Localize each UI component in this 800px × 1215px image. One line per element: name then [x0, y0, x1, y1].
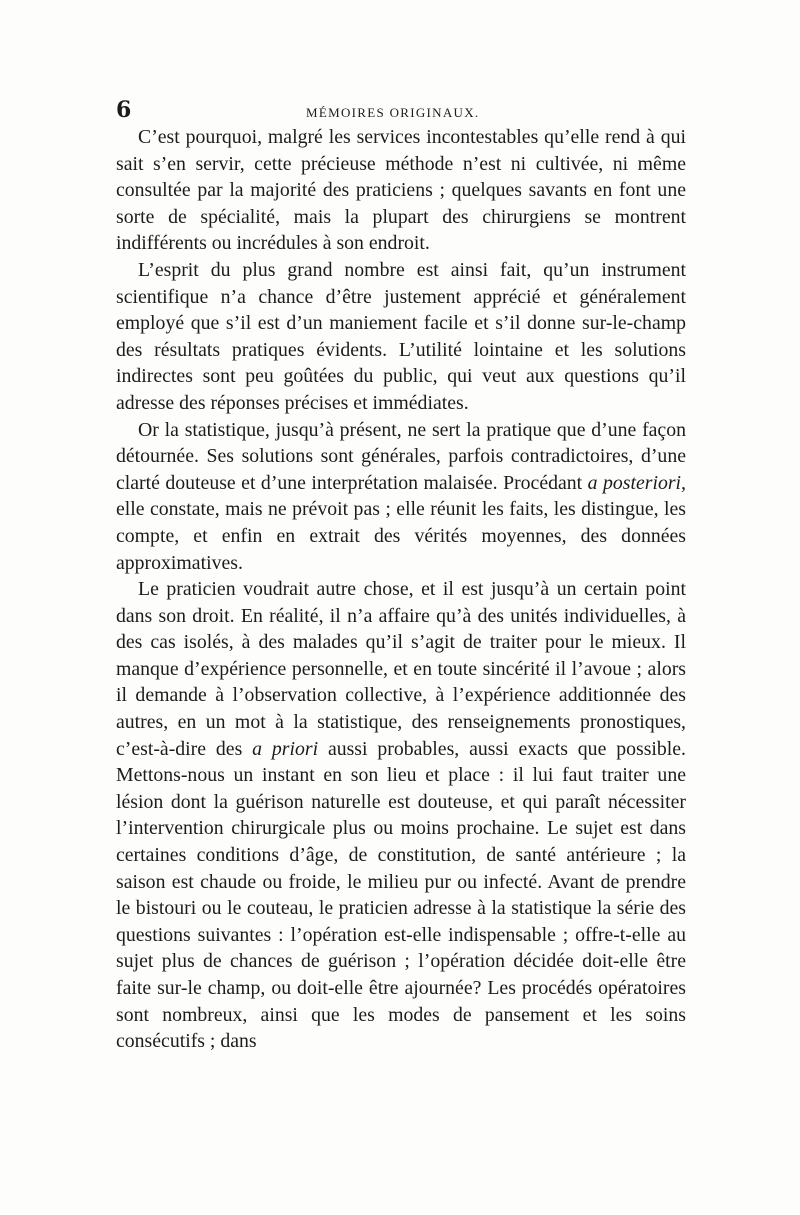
- paragraph-1: C’est pourquoi, malgré les services incontestables qu’elle rend à qui sait s’en servir, cette précieuse méthode n’est ni cultivée, ni même consultée par la majorité des praticiens ; quelques savants en font une sorte de spécialité, mais la plupart des chirurgiens se montrent indifférents ou incrédules à son endroit.: [116, 126, 686, 255]
- paragraph-4: [116, 576, 686, 1055]
- running-head: [116, 97, 686, 121]
- paragraph-4-italic-term: a priori: [252, 737, 319, 760]
- body-text: [116, 124, 686, 1055]
- paragraph-4-text-before: Le praticien voudrait autre chose, et il est jusqu’à un certain point dans son droit. En réalité, il n’a affaire qu’à des unités individuelles, à des cas isolés, à des malades qu’il s’agit de traiter pour le mieux. Il manque d’expérience personnelle, et en toute sincérité il l’avoue ; alors il demande à l’observation collective, à l’expérience additionnée des autres, en un mot à la statistique, des renseignements pronostiques, c’est-à-dire des: [116, 578, 686, 760]
- paragraph-3-text-after: elle constate, mais ne prévoit pas ; elle réunit les faits, les distingue, les compte, et enfin en extrait des vérités moyennes, des données approximatives.: [116, 498, 686, 574]
- paragraph-2: L’esprit du plus grand nombre est ainsi fait, qu’un instrument scientifique n’a chance d’être justement apprécié et généralement employé que s’il est d’un maniement facile et s’il donne sur-le-champ des résultats pratiques évidents. L’utilité lointaine et les solutions indirectes sont peu goûtées du public, qui veut aux questions qu’il adresse des réponses précises et immédiates.: [116, 258, 686, 414]
- page-number: 6: [116, 97, 132, 123]
- paragraph-3-italic-term: a posteriori,: [587, 471, 686, 494]
- running-title: MÉMOIRES ORIGINAUX.: [306, 105, 480, 120]
- paragraph-3: [116, 417, 686, 577]
- paragraph-4-text-after: aussi probables, aussi exacts que possible. Mettons-nous un instant en son lieu et place : il lui faut traiter une lésion dont la guérison naturelle est douteuse, et qui paraît nécessiter l’intervention chirurgicale plus ou moins prochaine. Le sujet est dans certaines conditions d’âge, de constitution, de santé antérieure ; la saison est chaude ou froide, le milieu pur ou infecté. Avant de prendre le bistouri ou le couteau, le praticien adresse à la statistique la série des questions suivantes : l’opération est-elle indispensable ; offre-t-elle au sujet plus de chances de guérison ; l’opération décidée doit-elle être faite sur-le champ, ou doit-elle être ajournée? Les procédés opératoires sont nombreux, ainsi que les modes de pansement et les soins consécutifs ; dans: [116, 737, 686, 1053]
- paragraph-3-text-before: Or la statistique, jusqu’à présent, ne sert la pratique que d’une façon détournée. Ses solutions sont générales, parfois contradictoires, d’une clarté douteuse et d’une interprétation malaisée. Procédant: [116, 418, 686, 494]
